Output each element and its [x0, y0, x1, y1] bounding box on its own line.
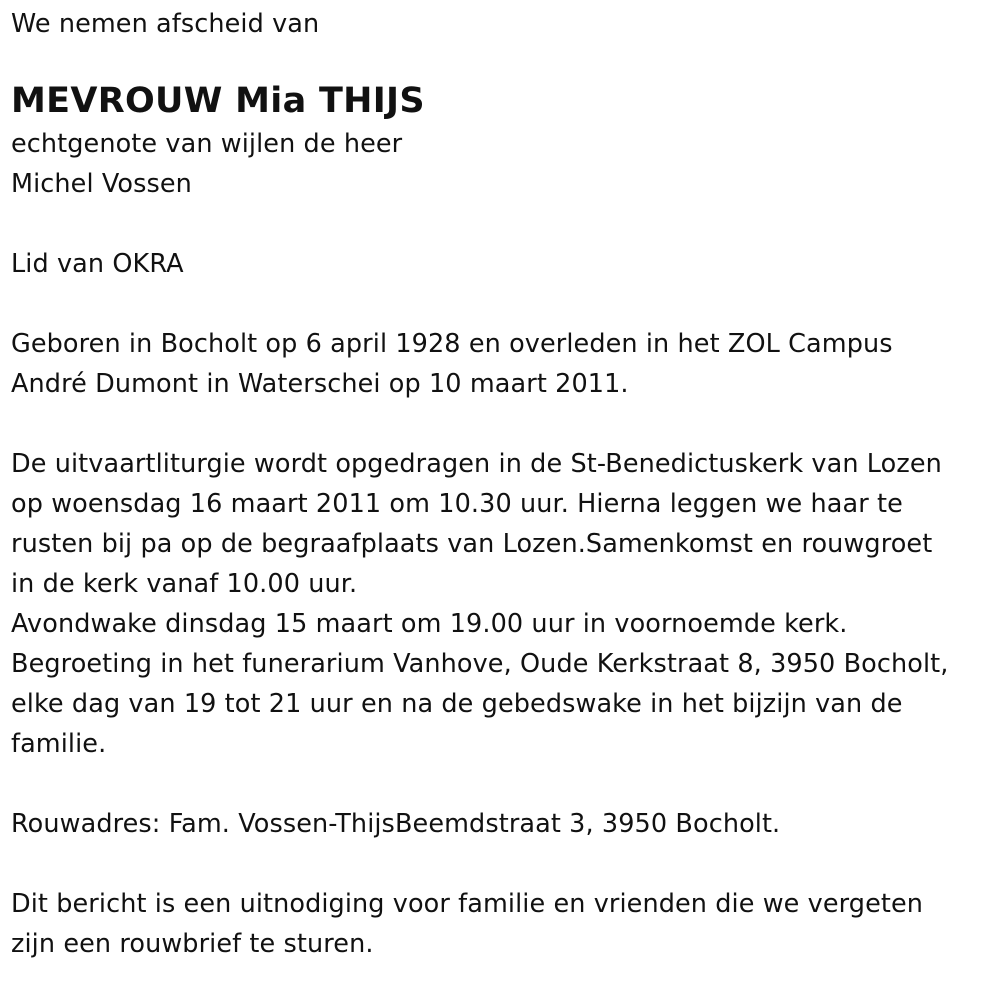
birth-death-paragraph	[11, 324, 991, 404]
closing-paragraph	[11, 884, 991, 964]
intro-text: We nemen afscheid van	[11, 9, 320, 39]
spacer	[11, 764, 991, 804]
birth-death-line: Geboren in Bocholt op 6 april 1928 en overleden in het ZOL Campus	[11, 329, 893, 359]
spacer	[11, 284, 991, 324]
closing-line: zijn een rouwbrief te sturen.	[11, 929, 374, 959]
ceremony-line: Avondwake dinsdag 15 maart om 19.00 uur in voornoemde kerk.	[11, 609, 848, 639]
membership-text: Lid van OKRA	[11, 249, 184, 279]
ceremony-line: Begroeting in het funerarium Vanhove, Oude Kerkstraat 8, 3950 Bocholt,	[11, 649, 949, 679]
spacer	[11, 404, 991, 444]
ceremony-line: in de kerk vanaf 10.00 uur.	[11, 569, 358, 599]
deceased-name: MEVROUW Mia THIJS	[11, 81, 425, 121]
spacer	[11, 844, 991, 884]
ceremony-line: De uitvaartliturgie wordt opgedragen in de St-Benedictuskerk van Lozen	[11, 449, 942, 479]
ceremony-line: familie.	[11, 729, 107, 759]
birth-death-line: André Dumont in Waterschei op 10 maart 2011.	[11, 369, 629, 399]
ceremony-line: elke dag van 19 tot 21 uur en na de gebedswake in het bijzijn van de	[11, 689, 903, 719]
ceremony-line: rusten bij pa op de begraafplaats van Lozen.Samenkomst en rouwgroet	[11, 529, 933, 559]
death-notice	[11, 4, 991, 964]
spouse-line-1: echtgenote van wijlen de heer	[11, 129, 403, 159]
ceremony-paragraph	[11, 444, 991, 764]
mourning-address: Rouwadres: Fam. Vossen-ThijsBeemdstraat 3, 3950 Bocholt.	[11, 809, 781, 839]
spouse-line-2: Michel Vossen	[11, 169, 192, 199]
closing-line: Dit bericht is een uitnodiging voor familie en vrienden die we vergeten	[11, 889, 924, 919]
spacer	[11, 204, 991, 244]
ceremony-line: op woensdag 16 maart 2011 om 10.30 uur. Hierna leggen we haar te	[11, 489, 903, 519]
